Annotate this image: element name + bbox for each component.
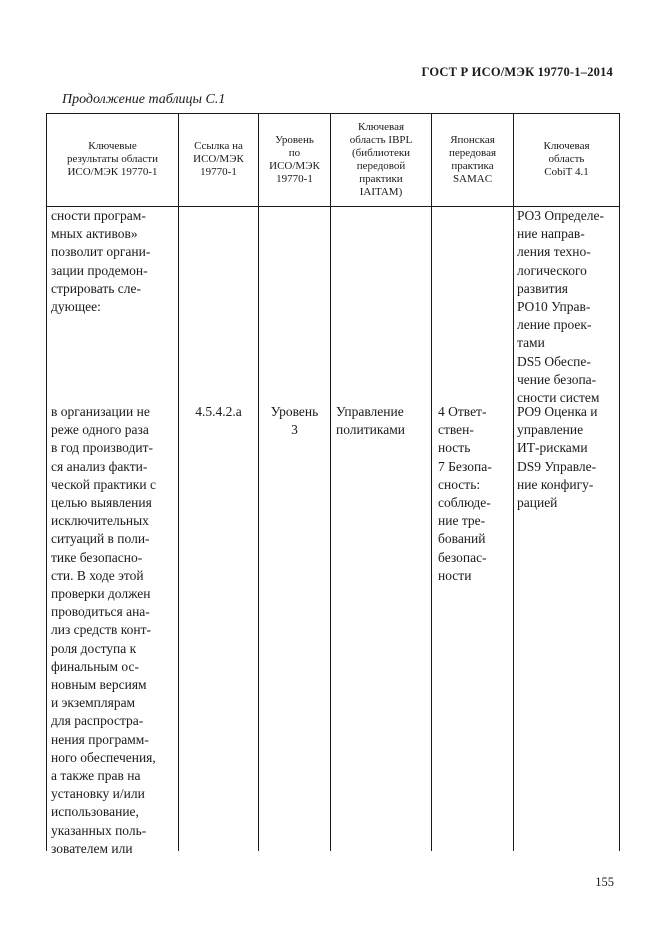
header-cobit xyxy=(514,113,619,206)
standard-header: ГОСТ Р ИСО/МЭК 19770-1–2014 xyxy=(421,65,613,79)
column-border xyxy=(330,113,331,851)
column-border xyxy=(178,113,179,851)
row2-result-cell: в организации не реже одного раза в год производит- ся анализ факти- ческой практики с целью выявления исключительных ситуаций в поли- тике безопасно- сти. В ходе этой проверки должен проводиться ана- лиз средств конт- роля доступа к финальным ос- новным версиям и экземплярам для распростра- нения программ- ного обеспечения, а также прав на установку и/или использование, указанных поль- зователем или xyxy=(51,404,156,856)
column-border xyxy=(258,113,259,851)
header-cobit-label: Ключевая область CobiT 4.1 xyxy=(543,140,590,178)
header-results-label: Ключевые результаты области ИСО/МЭК 19770-1 xyxy=(67,140,158,178)
row2-level-cell: Уровень 3 xyxy=(270,404,319,438)
comparison-table xyxy=(46,113,620,856)
header-level-label: Уровень по ИСО/МЭК 19770-1 xyxy=(269,133,320,185)
row1-result-cell: сности програм- мных активов» позволит органи- зации продемон- стрировать сле- дующее: xyxy=(51,208,151,315)
column-border xyxy=(619,113,620,851)
header-samac-label: Японская передовая практика SAMAC xyxy=(448,133,497,185)
row2-ibpl-cell: Управление политиками xyxy=(336,404,405,438)
column-border xyxy=(46,113,47,851)
header-reference-label: Ссылка на ИСО/МЭК 19770-1 xyxy=(193,140,244,178)
header-reference xyxy=(179,113,258,206)
column-border xyxy=(513,113,514,851)
header-samac xyxy=(432,113,513,206)
row2-reference-cell: 4.5.4.2.a xyxy=(195,404,242,419)
header-results xyxy=(47,113,178,206)
page-number: 155 xyxy=(595,875,614,889)
table-caption: Продолжение таблицы С.1 xyxy=(62,92,226,107)
header-ibpl xyxy=(331,113,431,206)
header-level xyxy=(259,113,330,206)
column-border xyxy=(431,113,432,851)
row1-cobit-cell: PO3 Определе- ние направ- ления техно- логического развития PO10 Управ- ление проек- тами DS5 Обеспе- чение безопа- сности систем xyxy=(517,208,605,406)
header-ibpl-label: Ключевая область IBPL (библиотеки передовой практики IAITAM) xyxy=(349,120,413,198)
row2-samac-cell: 4 Ответ- ствен- ность 7 Безопа- сность: соблюде- ние тре- бований безопас- ности xyxy=(438,404,492,583)
row2-cobit-cell: PO9 Оценка и управление ИТ-рисками DS9 Управле- ние конфигу- рацией xyxy=(517,404,598,511)
